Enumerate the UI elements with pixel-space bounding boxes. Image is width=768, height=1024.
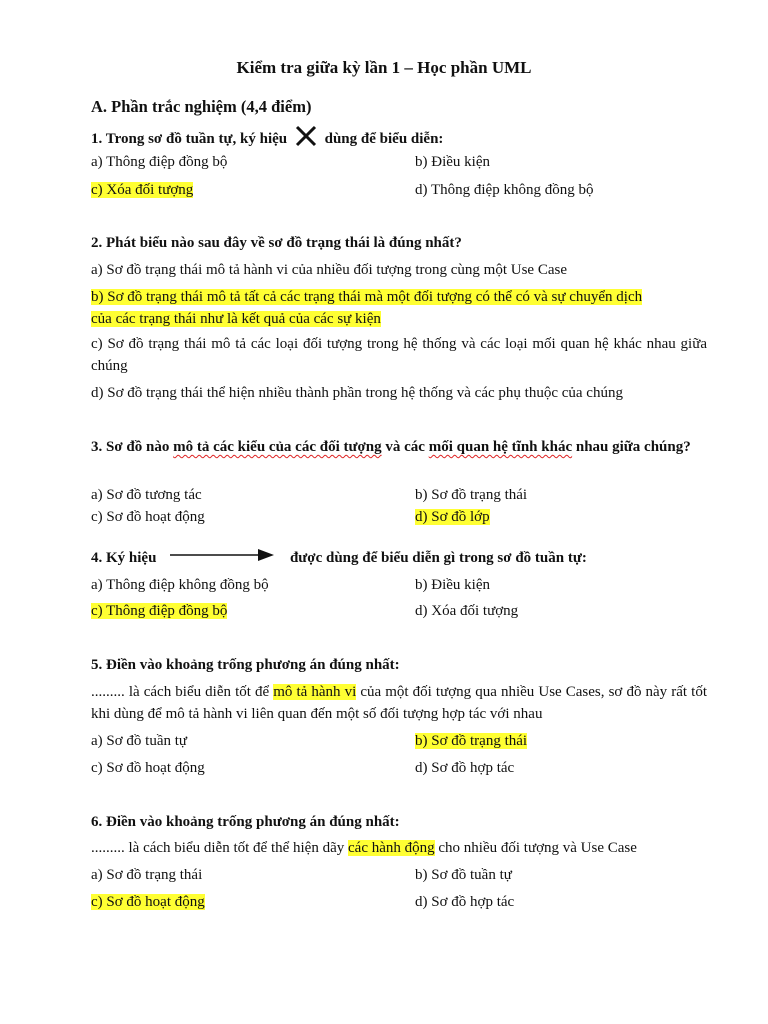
question-1 — [91, 125, 711, 154]
q1-option-d: d) Thông điệp không đồng bộ — [415, 182, 594, 198]
section-heading: A. Phần trắc nghiệm (4,4 điểm) — [91, 97, 312, 116]
q3-option-b: b) Sơ đồ trạng thái — [415, 487, 528, 503]
question-1-post: dùng để biểu diễn: — [324, 130, 444, 147]
question-5: 5. Điền vào khoảng trống phương án đúng nhất: — [91, 657, 400, 673]
q1-option-a: a) Thông điệp đồng bộ — [91, 154, 228, 170]
q5-option-b-text: b) Sơ đồ trạng thái — [415, 733, 528, 749]
question-4-post: được dùng để biểu diễn gì trong sơ đồ tuần tự: — [289, 550, 587, 566]
q3-option-d-text: d) Sơ đồ lớp — [415, 509, 490, 525]
question-4 — [91, 548, 711, 569]
q6-option-a: a) Sơ đồ trạng thái — [91, 867, 203, 883]
q1-option-b: b) Điều kiện — [415, 154, 490, 170]
q2-option-a: a) Sơ đồ trạng thái mô tả hành vi của nhiều đối tượng trong cùng một Use Case — [91, 262, 567, 278]
q3-option-d — [415, 507, 490, 527]
question-2: 2. Phát biểu nào sau đây về sơ đồ trạng thái là đúng nhất? — [91, 235, 462, 251]
q2-option-b-line2: của các trạng thái như là kết quả của các sự kiện — [91, 311, 381, 327]
q5-option-d: d) Sơ đồ hợp tác — [415, 760, 515, 776]
q3-part-5: nhau giữa chúng? — [572, 439, 691, 455]
q3-part-1: 3. Sơ đồ nào — [91, 439, 174, 455]
q5-option-c: c) Sơ đồ hoạt động — [91, 760, 205, 776]
q6-option-c — [91, 892, 205, 912]
q4-option-c — [91, 601, 227, 621]
q5-prompt-3: của một đối tượng qua nhiều Use Cases, sơ đồ này rất tốt khi dùng để mô tả hành vi liên quan đến một số đối tượng hợp tác với nhau — [91, 684, 707, 722]
q2-option-b — [91, 286, 707, 330]
q5-option-b — [415, 731, 527, 751]
q6-prompt-3: cho nhiều đối tượng và Use Case — [434, 840, 637, 856]
q2-option-c: c) Sơ đồ trạng thái mô tả các loại đối tượng trong hệ thống và các loại mối quan hệ khác nhau giữa chúng — [91, 336, 707, 374]
q1-option-c-text: c) Xóa đối tượng — [91, 182, 194, 198]
q6-prompt-1: ......... là cách biểu diễn tốt để thể hiện dãy — [91, 840, 348, 856]
question-4-pre: 4. Ký hiệu — [91, 550, 157, 566]
question-6: 6. Điền vào khoảng trống phương án đúng nhất: — [91, 814, 400, 830]
q3-underlined-2: mối quan hệ tĩnh khác — [428, 439, 573, 455]
q2-option-d: d) Sơ đồ trạng thái thể hiện nhiều thành phần trong hệ thống và các phụ thuộc của chúng — [91, 385, 623, 401]
page-title: Kiểm tra giữa kỳ lần 1 – Học phần UML — [236, 58, 532, 77]
q5-prompt — [91, 681, 707, 725]
q4-option-d: d) Xóa đối tượng — [415, 603, 519, 619]
q6-prompt-highlight: các hành động — [348, 840, 435, 856]
q4-option-a: a) Thông điệp không đồng bộ — [91, 577, 269, 593]
q3-part-3: và các — [381, 439, 429, 455]
q6-option-c-text: c) Sơ đồ hoạt động — [91, 894, 205, 910]
q6-option-b: b) Sơ đồ tuần tự — [415, 867, 512, 883]
q5-prompt-highlight: mô tả hành vi — [273, 684, 357, 700]
solid-arrow-icon — [168, 548, 276, 569]
question-3 — [91, 437, 711, 458]
q5-prompt-1: ......... là cách biểu diễn tốt để — [91, 684, 274, 700]
q1-option-c — [91, 180, 193, 200]
x-destroy-icon — [291, 125, 321, 154]
q4-option-c-text: c) Thông điệp đồng bộ — [91, 603, 228, 619]
q3-option-c: c) Sơ đồ hoạt động — [91, 509, 205, 525]
q3-underlined-1: mô tả các kiểu của các đối tượng — [173, 439, 382, 455]
q3-option-a: a) Sơ đồ tương tác — [91, 487, 202, 503]
question-1-pre: 1. Trong sơ đồ tuần tự, ký hiệu — [91, 130, 288, 147]
q2-option-b-line1: b) Sơ đồ trạng thái mô tả tất cả các trạng thái mà một đối tượng có thể có và sự chuyển dịch — [91, 289, 643, 305]
q4-option-b: b) Điều kiện — [415, 577, 490, 593]
q6-option-d: d) Sơ đồ hợp tác — [415, 894, 515, 910]
q5-option-a: a) Sơ đồ tuần tự — [91, 733, 188, 749]
q6-prompt — [91, 837, 707, 859]
